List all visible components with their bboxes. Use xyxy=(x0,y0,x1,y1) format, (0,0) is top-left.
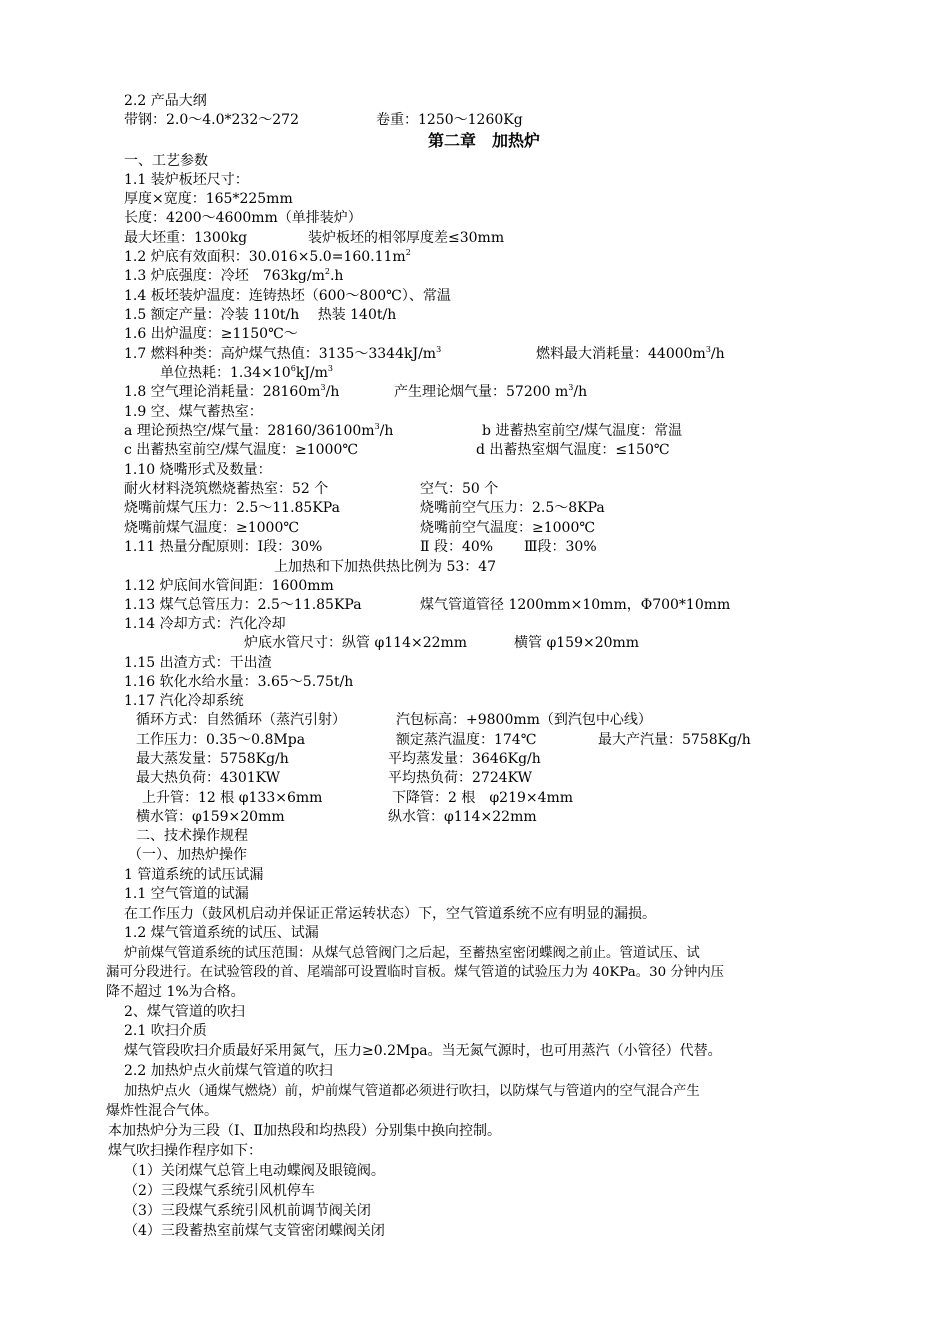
text-line: Ⅲ段：30% xyxy=(524,539,597,555)
paragraph-line: 漏可分段进行。在试验管段的首、尾端部可设置临时盲板。煤气管道的试验压力为 40KPa。30 分钟内压 xyxy=(106,965,724,980)
text-line: 1.8 空气理论消耗量：$28160m^3/h$ xyxy=(124,383,340,400)
text-line: Ⅱ 段：40% xyxy=(420,539,494,555)
paragraph-line: 降不超过 1%为合格。 xyxy=(106,984,245,1000)
text-line: 横水管：φ159×20mm xyxy=(136,809,285,825)
paragraph-line: 本加热炉分为三段（Ⅰ、Ⅱ加热段和均热段）分别集中换向控制。 xyxy=(108,1123,502,1139)
section-heading: 2.2 加热炉点火前煤气管道的吹扫 xyxy=(124,1063,333,1079)
text-line: 产生理论烟气量：57200 $m^3/h$ xyxy=(394,383,588,400)
text-line: 1.7 燃料种类：高炉煤气热值：$3135\sim 3344kJ/m^3$ xyxy=(124,345,442,362)
text-line: 耐火材料浇筑燃烧蓄热室：52 个 xyxy=(124,481,329,497)
text-line: 平均热负荷：2724KW xyxy=(388,770,532,786)
text-line: 1.13 煤气总管压力：2.5～11.85KPa xyxy=(124,597,362,613)
text-line: 1.16 软化水给水量：3.65～5.75t/h xyxy=(124,674,354,690)
paragraph-line: 煤气管段吹扫介质最好采用氮气，压力≥0.2Mpa。当无氮气源时，也可用蒸汽（小管径）代替。 xyxy=(124,1043,722,1059)
text-line: 上加热和下加热供热比例为 53：47 xyxy=(274,559,497,575)
text-line: 烧嘴前空气温度：≥1000℃ xyxy=(420,520,596,536)
section-heading: 2.2 产品大纲 xyxy=(124,93,207,109)
list-item: （3）三段煤气系统引风机前调节阀关闭 xyxy=(124,1203,371,1219)
text-line: 炉底水管尺寸：纵管 φ114×22mm xyxy=(244,635,468,651)
paragraph-line: 炉前煤气管道系统的试压范围：从煤气总管阀门之后起，至蓄热室密闭蝶阀之前止。管道试压、试 xyxy=(124,946,700,961)
text-line: 带钢：2.0～4.0*232～272 xyxy=(124,112,299,128)
text-line: 上升管：12 根 φ133×6mm xyxy=(142,790,323,806)
text-line: 最大热负荷：4301KW xyxy=(136,770,280,786)
text-line: 工作压力：0.35～0.8Mpa xyxy=(136,732,306,748)
text-line: 1.5 额定产量：冷装 110t/h 热装 140t/h xyxy=(124,307,397,323)
text-line: 装炉板坯的相邻厚度差≤30mm xyxy=(308,230,505,246)
text-line: 煤气管道管径 1200mm×10mm，Φ700*10mm xyxy=(420,597,731,613)
section-heading: 2、煤气管道的吹扫 xyxy=(124,1004,245,1020)
text-line: 燃料最大消耗量：$44000m^3/h$ xyxy=(536,345,725,362)
text-line: 1.9 空、煤气蓄热室： xyxy=(124,404,263,420)
text-line: 1.2 炉底有效面积：$30.016\times 5.0=160.11m^2$ xyxy=(124,248,411,265)
text-line: 烧嘴前煤气温度：≥1000℃ xyxy=(124,520,300,536)
text-line: 1.3 炉底强度：冷坯 $763kg/m^2.h$ xyxy=(124,267,344,284)
list-item: （4）三段蓄热室前煤气支管密闭蝶阀关闭 xyxy=(124,1223,385,1239)
text-line: d 出蓄热室烟气温度：≤150℃ xyxy=(476,442,670,458)
text-line: 最大蒸发量：5758Kg/h xyxy=(136,751,289,767)
text-line: 1.12 炉底间水管间距：1600mm xyxy=(124,578,334,594)
text-line: 烧嘴前煤气压力：2.5～11.85KPa xyxy=(124,500,340,516)
text-line: 纵水管：φ114×22mm xyxy=(388,809,537,825)
text-line: 1.1 装炉板坯尺寸： xyxy=(124,172,249,188)
section-heading: （一）、加热炉操作 xyxy=(128,847,247,863)
text-line: 最大产汽量：5758Kg/h xyxy=(598,732,751,748)
text-line: 单位热耗：$1.34\times 10^6kJ/m^3$ xyxy=(160,364,333,381)
text-line: 1.14 冷却方式：汽化冷却 xyxy=(124,616,286,632)
text-line: 卷重：1250～1260Kg xyxy=(376,112,523,128)
text-line: c 出蓄热室前空/煤气温度：≥1000℃ xyxy=(124,442,359,458)
paragraph-line: 在工作压力（鼓风机启动并保证正常运转状态）下，空气管道系统不应有明显的漏损。 xyxy=(124,906,656,922)
text-line: 烧嘴前空气压力：2.5～8KPa xyxy=(420,500,605,516)
text-line: 1.11 热量分配原则：Ⅰ段：30% xyxy=(124,539,323,555)
text-line: 1.10 烧嘴形式及数量： xyxy=(124,462,272,478)
text-line: 1.4 板坯装炉温度：连铸热坯（600～800℃）、常温 xyxy=(124,288,451,304)
section-heading: 1.2 煤气管道系统的试压、试漏 xyxy=(124,925,319,941)
section-heading: 1 管道系统的试压试漏 xyxy=(124,867,264,883)
text-line: 汽包标高：+9800mm（到汽包中心线） xyxy=(396,712,652,728)
text-line: 平均蒸发量：3646Kg/h xyxy=(388,751,541,767)
text-line: 横管 φ159×20mm xyxy=(514,635,640,651)
section-heading: 1.1 空气管道的试漏 xyxy=(124,886,249,902)
chapter-title: 第二章 加热炉 xyxy=(428,131,541,150)
paragraph-line: 加热炉点火（通煤气燃烧）前，炉前煤气管道都必须进行吹扫，以防煤气与管道内的空气混合产生 xyxy=(124,1084,700,1099)
text-line: 空气：50 个 xyxy=(420,481,499,497)
text-line: b 进蓄热室前空/煤气温度：常温 xyxy=(482,423,683,439)
text-line: 厚度×宽度：165*225mm xyxy=(124,191,293,207)
text-line: a 理论预热空/煤气量：$28160/36100m^3/h$ xyxy=(124,422,394,439)
text-line: 额定蒸汽温度：174℃ xyxy=(396,732,537,748)
paragraph-line: 煤气吹扫操作程序如下： xyxy=(108,1143,262,1159)
text-line: 下降管：2 根 φ219×4mm xyxy=(392,790,574,806)
text-line: 长度：4200～4600mm（单排装炉） xyxy=(124,210,362,226)
text-line: 最大坯重：1300kg xyxy=(124,230,248,246)
section-heading: 一、工艺参数 xyxy=(124,153,208,169)
text-line: 循环方式：自然循环（蒸汽引射） xyxy=(136,712,346,728)
paragraph-line: 爆炸性混合气体。 xyxy=(106,1103,218,1119)
section-heading: 二、技术操作规程 xyxy=(136,828,248,844)
list-item: （2）三段煤气系统引风机停车 xyxy=(124,1183,315,1199)
list-item: （1）关闭煤气总管上电动蝶阀及眼镜阀。 xyxy=(124,1163,385,1179)
section-heading: 2.1 吹扫介质 xyxy=(124,1023,207,1039)
text-line: 1.6 出炉温度：≥1150℃～ xyxy=(124,326,298,342)
text-line: 1.15 出渣方式：干出渣 xyxy=(124,655,272,671)
text-line: 1.17 汽化冷却系统 xyxy=(124,693,244,709)
